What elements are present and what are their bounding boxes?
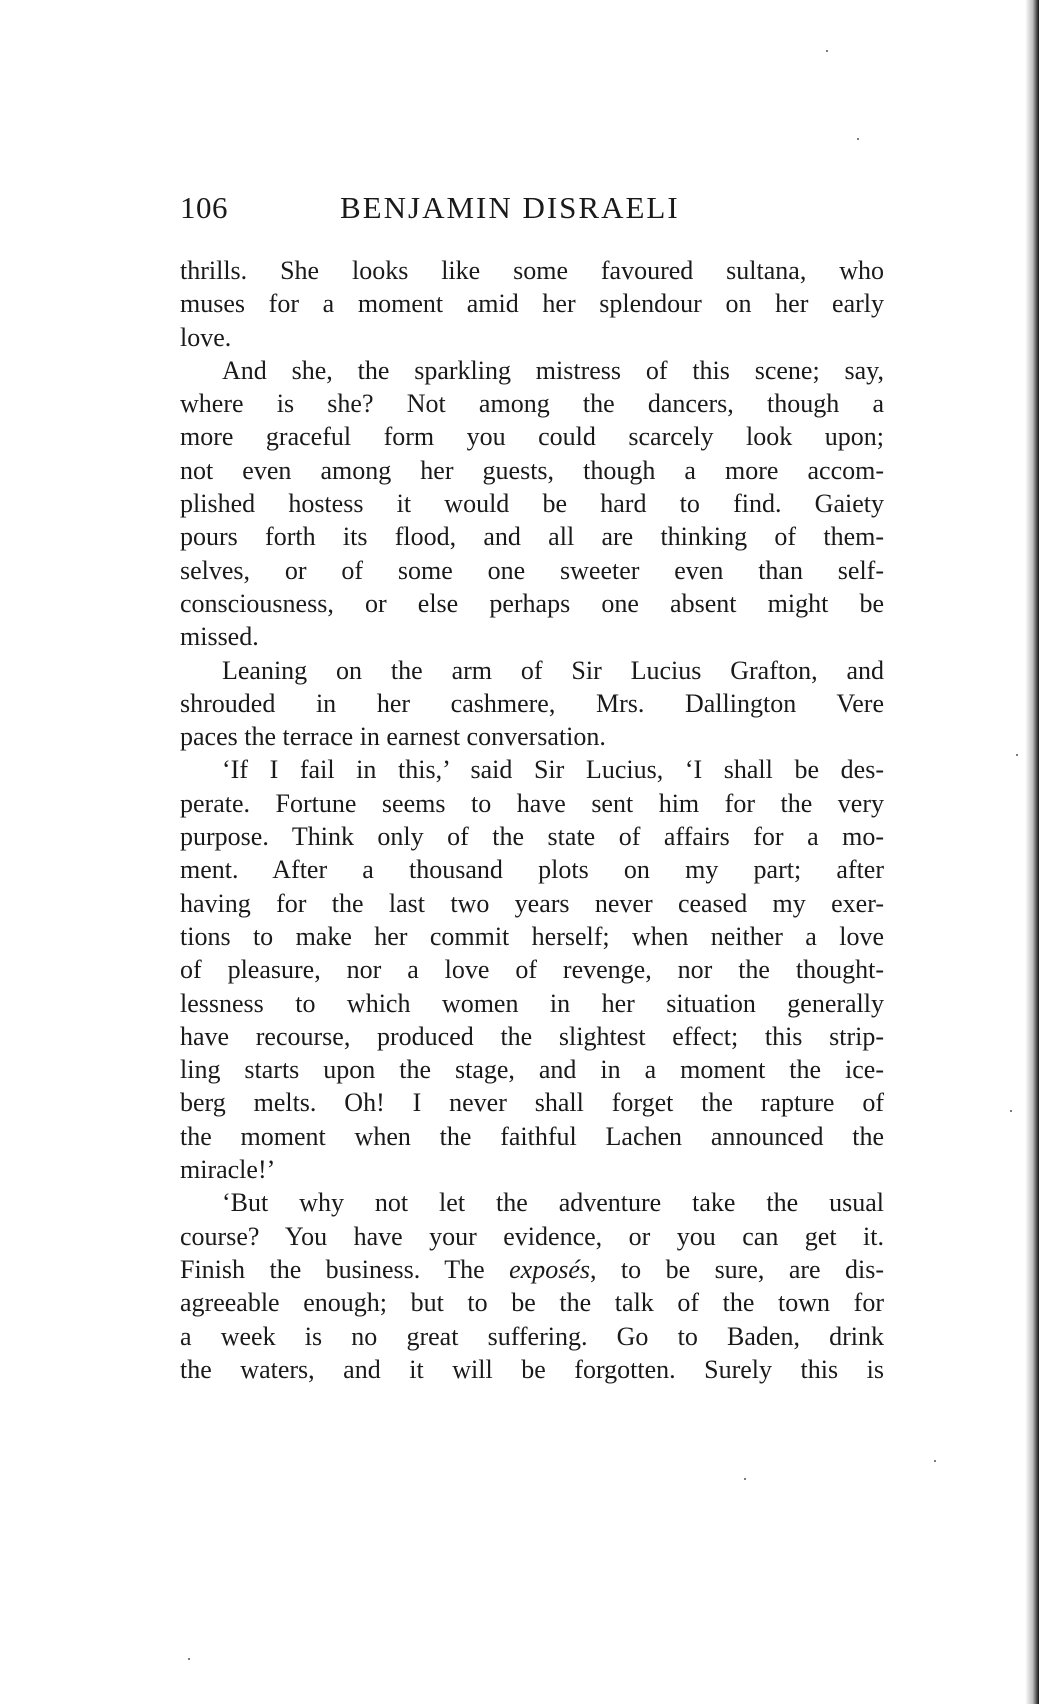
text-line: plished hostess it would be hard to find. Gaiety: [180, 489, 884, 519]
text-line: not even among her guests, though a more accom-: [180, 455, 884, 485]
page-header: [180, 190, 884, 232]
scan-speck: [744, 1478, 746, 1480]
text-line: where is she? Not among the dancers, though a: [180, 389, 884, 419]
text-line: ‘If I fail in this,’ said Sir Lucius, ‘I shall be des-: [222, 755, 884, 785]
text-line: purpose. Think only of the state of affairs for a mo-: [180, 822, 884, 852]
running-title: BENJAMIN DISRAELI: [340, 190, 680, 225]
text-line: pours forth its flood, and all are thinking of them-: [180, 522, 884, 552]
text-line: shrouded in her cashmere, Mrs. Dallington Vere: [180, 688, 884, 718]
text-line: the waters, and it will be forgotten. Surely this is: [180, 1354, 884, 1384]
scan-speck: [826, 50, 828, 52]
text-line: consciousness, or else perhaps one absent might be: [180, 588, 884, 618]
text-line: ‘But why not let the adventure take the usual: [222, 1188, 884, 1218]
text-line: having for the last two years never ceased my exer-: [180, 888, 884, 918]
text-line: more graceful form you could scarcely look upon;: [180, 422, 884, 452]
text-line: love.: [180, 322, 232, 352]
text-line: of pleasure, nor a love of revenge, nor the thought-: [180, 955, 884, 985]
text-line: a week is no great suffering. Go to Baden, drink: [180, 1321, 884, 1351]
text-line: the moment when the faithful Lachen announced the: [180, 1121, 884, 1151]
text-line: thrills. She looks like some favoured sultana, who: [180, 256, 884, 285]
text-line: Leaning on the arm of Sir Lucius Grafton, and: [222, 655, 884, 685]
text-line: berg melts. Oh! I never shall forget the rapture of: [180, 1088, 884, 1118]
body-text: [180, 254, 884, 1386]
text-line: have recourse, produced the slightest effect; this strip-: [180, 1021, 884, 1051]
scan-speck: [1016, 754, 1018, 756]
text-line: ment. After a thousand plots on my part; after: [180, 855, 884, 885]
text-line: Finish the business. The exposés, to be sure, are dis-: [180, 1254, 884, 1284]
scan-speck: [188, 1658, 190, 1660]
text-line: agreeable enough; but to be the talk of the town for: [180, 1288, 884, 1318]
page-number: 106: [180, 190, 228, 225]
text-line: miracle!’: [180, 1155, 276, 1185]
text-line: paces the terrace in earnest conversation.: [180, 722, 606, 752]
text-line: course? You have your evidence, or you can get it.: [180, 1221, 884, 1251]
scan-speck: [934, 1460, 936, 1462]
scan-speck: [1010, 1110, 1012, 1112]
text-line: missed.: [180, 622, 259, 652]
text-line: muses for a moment amid her splendour on her early: [180, 289, 884, 319]
scan-speck: [857, 138, 859, 140]
italic-word: exposés: [509, 1254, 590, 1284]
text-line: tions to make her commit herself; when neither a love: [180, 921, 884, 951]
text-line: selves, or of some one sweeter even than self-: [180, 555, 884, 585]
text-line: And she, the sparkling mistress of this scene; say,: [222, 355, 884, 385]
text-line: lessness to which women in her situation generally: [180, 988, 884, 1018]
text-line: ling starts upon the stage, and in a moment the ice-: [180, 1055, 884, 1085]
text-line: perate. Fortune seems to have sent him for the very: [180, 788, 884, 818]
page-edge-shadow: [1025, 0, 1039, 1704]
